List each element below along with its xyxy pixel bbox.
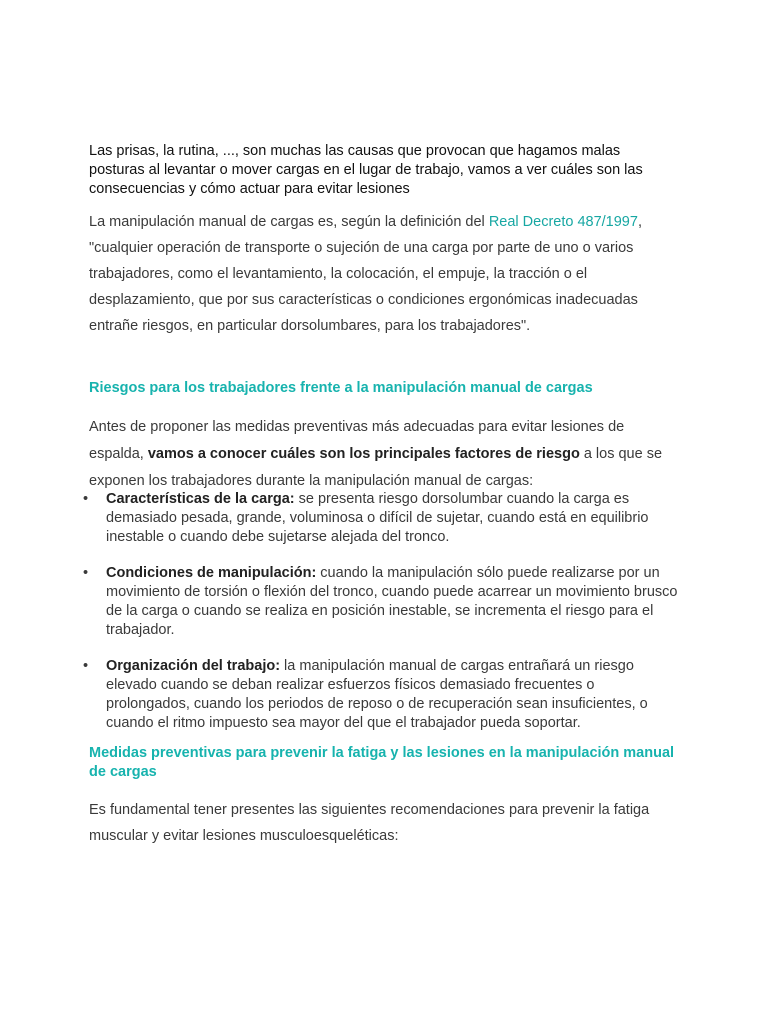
- definition-text-start: La manipulación manual de cargas es, según la definición del: [89, 214, 489, 230]
- risks-intro-bold: vamos a conocer cuáles son los principales factores de riesgo: [147, 446, 580, 462]
- measures-heading: Medidas preventivas para prevenir la fatiga y las lesiones en la manipulación manual de cargas: [89, 745, 675, 780]
- definition-paragraph: [89, 209, 679, 339]
- real-decreto-link[interactable]: Real Decreto 487/1997: [488, 214, 638, 230]
- list-item-text: la manipulación manual de cargas entrañará un riesgo elevado cuando se deban realizar esfuerzos físicos demasiado frecuentes o prolongados, cuando los periodos de reposo o de recuperación sean insuficientes, o cuando el ritmo impuesto sea mayor del que el trabajador pueda soportar.: [106, 658, 648, 731]
- list-item-condiciones: [80, 564, 680, 640]
- risks-heading: Riesgos para los trabajadores frente a la manipulación manual de cargas: [89, 380, 593, 396]
- risks-intro-paragraph: [89, 414, 679, 495]
- bullet-icon: •: [83, 658, 89, 674]
- list-item-text: se presenta riesgo dorsolumbar cuando la carga es demasiado pesada, grande, voluminosa o difícil de sujetar, cuando está en equilibrio inestable o cuando debe sujetarse alejada del tronco.: [106, 491, 649, 545]
- bullet-icon: •: [83, 491, 89, 507]
- measures-intro-paragraph: Es fundamental tener presentes las siguientes recomendaciones para prevenir la fatiga muscular y evitar lesiones musculoesqueléticas:: [89, 802, 650, 844]
- risk-factors-list: [80, 490, 680, 733]
- list-item-title: Condiciones de manipulación:: [106, 565, 317, 581]
- intro-paragraph: Las prisas, la rutina, ..., son muchas las causas que provocan que hagamos malas posturas al levantar o mover cargas en el lugar de trabajo, vamos a ver cuáles son las consecuencias y cómo actuar para evitar lesiones: [89, 143, 643, 197]
- list-item-organizacion: [80, 657, 680, 733]
- list-item-title: Organización del trabajo:: [106, 658, 281, 674]
- list-item-title: Características de la carga:: [106, 491, 295, 507]
- risks-intro-start: Antes de proponer las medidas preventivas más adecuadas para evitar lesiones de espalda,: [89, 419, 625, 462]
- risks-intro-end: a los que se exponen los trabajadores durante la manipulación manual de cargas:: [89, 446, 663, 489]
- bullet-icon: •: [83, 565, 89, 581]
- list-item-carga: [80, 490, 680, 547]
- list-item-text: cuando la manipulación sólo puede realizarse por un movimiento de torsión o flexión del tronco, cuando puede acarrear un movimiento brusco de la carga o cuando se realiza en posición inestable, se incrementa el riesgo para el trabajador.: [106, 565, 678, 638]
- definition-text-end: , "cualquier operación de transporte o sujeción de una carga por parte de uno o varios trabajadores, como el levantamiento, la colocación, el empuje, la tracción o el desplazamiento, que por sus características o condiciones ergonómicas inadecuadas entrañe riesgos, en particular dorsolumbares, para los trabajadores".: [89, 214, 642, 334]
